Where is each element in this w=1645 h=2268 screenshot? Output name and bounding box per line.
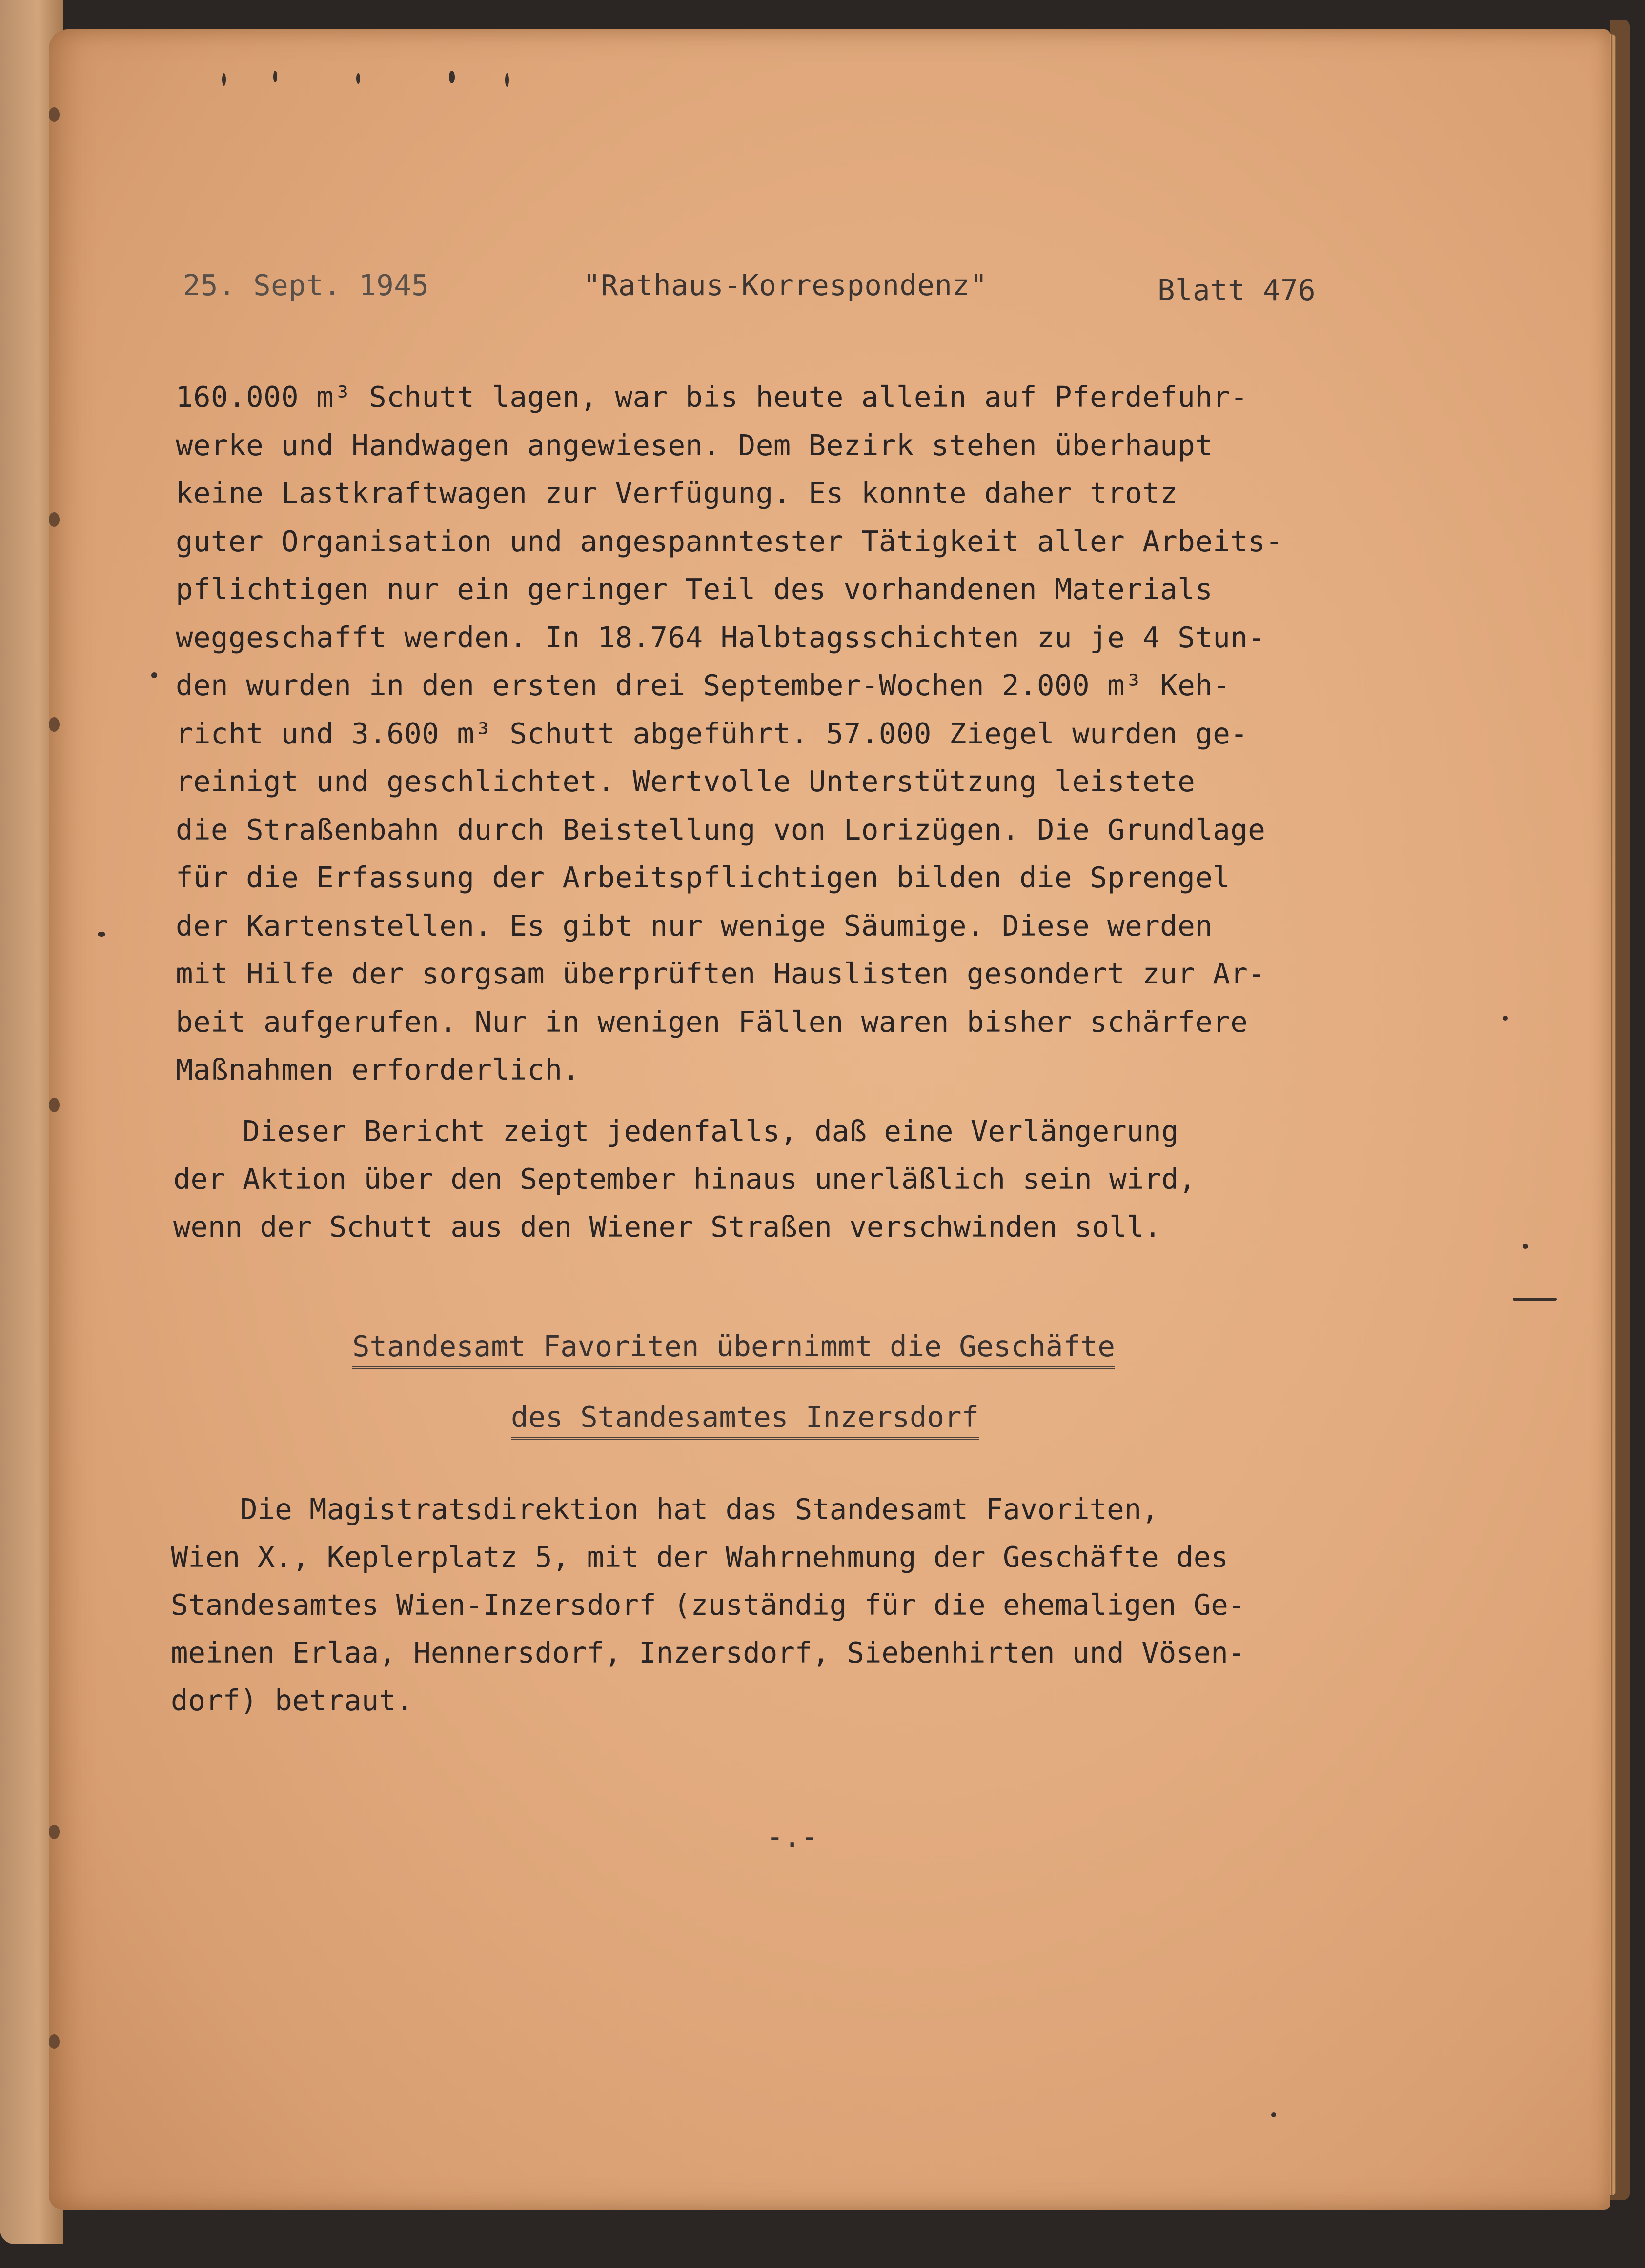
binding-hole	[49, 107, 60, 122]
text-line: Standesamtes Wien-Inzersdorf (zuständig für die ehemaligen Ge-	[171, 1588, 1246, 1622]
report-conclusion	[173, 1107, 1442, 1251]
text-line: beit aufgerufen. Nur in wenigen Fällen waren bisher schärfere	[176, 1004, 1248, 1039]
header-title: "Rathaus-Korrespondenz"	[583, 268, 988, 302]
text-line: weggeschafft werden. In 18.764 Halbtagsschichten zu je 4 Stun-	[176, 620, 1266, 654]
binding-hole	[49, 512, 60, 527]
text-line: der Aktion über den September hinaus unerläßlich sein wird,	[173, 1162, 1196, 1196]
header-sheet-number: Blatt 476	[1158, 273, 1316, 307]
text-line: wenn der Schutt aus den Wiener Straßen verschwinden soll.	[173, 1210, 1161, 1244]
stray-mark	[1513, 1298, 1557, 1301]
binding-hole	[49, 2034, 60, 2049]
stray-mark	[222, 73, 226, 86]
text-line: keine Lastkraftwagen zur Verfügung. Es konnte daher trotz	[176, 476, 1178, 510]
header-date: 25. Sept. 1945	[183, 268, 429, 302]
stray-mark	[273, 71, 277, 82]
text-line: werke und Handwagen angewiesen. Dem Bezirk stehen überhaupt	[176, 428, 1213, 462]
text-line: Dieser Bericht zeigt jedenfalls, daß eine Verlängerung	[173, 1114, 1179, 1148]
article-heading-line-1: Standesamt Favoriten übernimmt die Geschäfte	[352, 1329, 1115, 1369]
stray-mark	[1271, 2112, 1276, 2117]
binding-hole	[49, 1825, 60, 1839]
text-line: Die Magistratsdirektion hat das Standesamt Favoriten,	[171, 1492, 1159, 1526]
stray-mark	[1523, 1244, 1528, 1249]
binding-hole	[49, 1098, 60, 1112]
text-line: für die Erfassung der Arbeitspflichtigen bilden die Sprengel	[176, 861, 1231, 894]
text-line: die Straßenbahn durch Beistellung von Lorizügen. Die Grundlage	[176, 812, 1266, 846]
article-body	[171, 1485, 1440, 1725]
text-line: reinigt und geschlichtet. Wertvolle Unterstützung leistete	[176, 764, 1196, 798]
text-line: Maßnahmen erforderlich.	[176, 1053, 580, 1086]
article-heading-line-2: des Standesamtes Inzersdorf	[511, 1400, 979, 1440]
text-line: mit Hilfe der sorgsam überprüften Hauslisten gesondert zur Ar-	[176, 957, 1266, 990]
text-line: der Kartenstellen. Es gibt nur wenige Säumige. Diese werden	[176, 908, 1213, 943]
end-mark: -.-	[766, 1820, 818, 1853]
text-line: Wien X., Keplerplatz 5, mit der Wahrnehmung der Geschäfte des	[171, 1540, 1228, 1574]
report-continuation	[176, 373, 1444, 1094]
text-line: pflichtigen nur ein geringer Teil des vorhandenen Materials	[176, 572, 1213, 606]
text-line: 160.000 m³ Schutt lagen, war bis heute allein auf Pferdefuhr-	[176, 380, 1248, 414]
text-line: den wurden in den ersten drei September-Wochen 2.000 m³ Keh-	[176, 668, 1231, 702]
stray-mark	[505, 73, 509, 87]
text-line: richt und 3.600 m³ Schutt abgeführt. 57.000 Ziegel wurden ge-	[176, 716, 1248, 750]
binding-hole	[49, 717, 60, 732]
stray-mark	[98, 932, 105, 937]
stray-mark	[356, 73, 360, 84]
text-line: guter Organisation und angespanntester Tätigkeit aller Arbeits-	[176, 524, 1283, 558]
stray-mark	[449, 71, 455, 83]
text-line: dorf) betraut.	[171, 1684, 414, 1717]
stray-mark	[151, 672, 157, 678]
text-line: meinen Erlaa, Hennersdorf, Inzersdorf, Siebenhirten und Vösen-	[171, 1636, 1246, 1669]
stray-mark	[1503, 1016, 1508, 1021]
